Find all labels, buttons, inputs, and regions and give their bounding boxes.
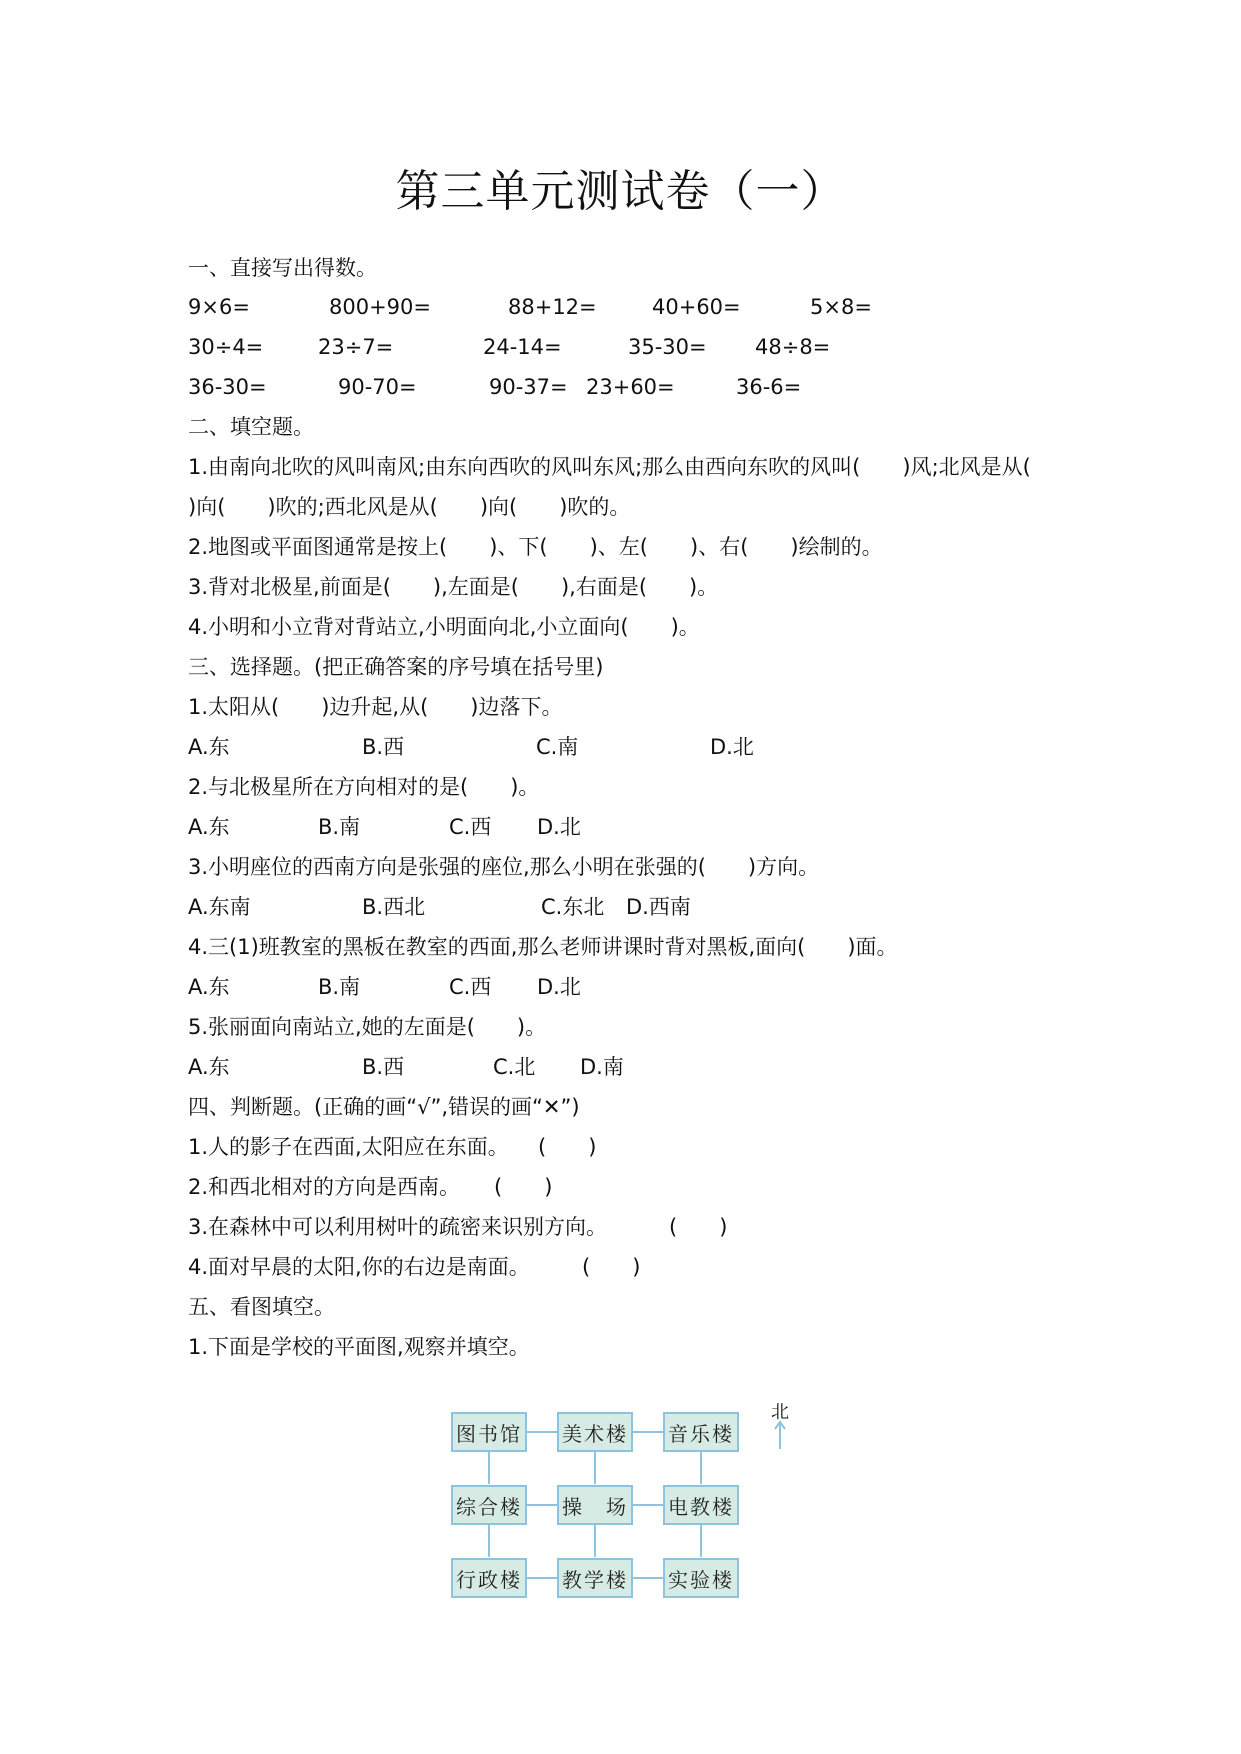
calc-item: 23÷7= <box>318 335 394 359</box>
calc-item: 9×6= <box>188 295 250 319</box>
map-building: 美术楼 <box>557 1412 633 1452</box>
section2-heading: 二、填空题。 <box>188 415 314 439</box>
map-building: 图书馆 <box>451 1412 527 1452</box>
choice-option: A.东 <box>188 1055 230 1079</box>
map-building: 操 场 <box>557 1485 633 1525</box>
calc-item: 30÷4= <box>188 335 264 359</box>
judge-question: 1.人的影子在西面,太阳应在东面。 <box>188 1135 509 1159</box>
choice-option: B.西 <box>362 1055 405 1079</box>
map-question: 1.下面是学校的平面图,观察并填空。 <box>188 1335 530 1359</box>
calc-item: 48÷8= <box>755 335 831 359</box>
map-connector <box>633 1577 663 1579</box>
choice-option: B.南 <box>318 975 361 999</box>
choice-option: A.东 <box>188 735 230 759</box>
calc-item: 800+90= <box>329 295 431 319</box>
choice-question: 1.太阳从( )边升起,从( )边落下。 <box>188 695 563 719</box>
fill-question: 3.背对北极星,前面是( ),左面是( ),右面是( )。 <box>188 575 719 599</box>
section1-heading: 一、直接写出得数。 <box>188 256 377 280</box>
choice-option: A.东 <box>188 975 230 999</box>
calc-item: 36-6= <box>736 375 802 399</box>
calc-item: 90-70= <box>338 375 417 399</box>
map-connector <box>700 1525 702 1557</box>
answer-paren: ( ) <box>538 1135 597 1159</box>
section4-heading: 四、判断题。(正确的画“√”,错误的画“✕”) <box>188 1095 580 1119</box>
answer-paren: ( ) <box>494 1175 553 1199</box>
fill-question: )向( )吹的;西北风是从( )向( )吹的。 <box>188 495 631 519</box>
map-connector <box>594 1452 596 1484</box>
map-connector <box>633 1504 663 1506</box>
section5-heading: 五、看图填空。 <box>188 1295 335 1319</box>
fill-question: 2.地图或平面图通常是按上( )、下( )、左( )、右( )绘制的。 <box>188 535 883 559</box>
choice-option: C.北 <box>493 1055 536 1079</box>
map-connector <box>527 1504 557 1506</box>
choice-question: 5.张丽面向南站立,她的左面是( )。 <box>188 1015 547 1039</box>
calc-item: 35-30= <box>628 335 707 359</box>
calc-item: 88+12= <box>508 295 597 319</box>
choice-option: D.北 <box>710 735 754 759</box>
choice-option: C.南 <box>536 735 579 759</box>
calc-item: 36-30= <box>188 375 267 399</box>
map-building: 教学楼 <box>557 1558 633 1598</box>
map-building: 电教楼 <box>663 1485 739 1525</box>
north-arrow-icon <box>773 1420 787 1450</box>
calc-item: 40+60= <box>652 295 741 319</box>
map-building: 实验楼 <box>663 1558 739 1598</box>
calc-item: 23+60= <box>586 375 675 399</box>
map-connector <box>700 1452 702 1484</box>
choice-option: D.西南 <box>626 895 691 919</box>
judge-question: 4.面对早晨的太阳,你的右边是南面。 <box>188 1255 530 1279</box>
north-label: 北 <box>771 1402 789 1423</box>
answer-paren: ( ) <box>669 1215 728 1239</box>
choice-question: 4.三(1)班教室的黑板在教室的西面,那么老师讲课时背对黑板,面向( )面。 <box>188 935 898 959</box>
judge-question: 3.在森林中可以利用树叶的疏密来识别方向。 <box>188 1215 608 1239</box>
map-connector <box>633 1431 663 1433</box>
choice-option: B.西北 <box>362 895 426 919</box>
choice-option: C.西 <box>449 815 492 839</box>
choice-option: A.东南 <box>188 895 251 919</box>
choice-option: C.东北 <box>541 895 605 919</box>
choice-option: D.北 <box>537 815 581 839</box>
choice-option: B.南 <box>318 815 361 839</box>
answer-paren: ( ) <box>582 1255 641 1279</box>
choice-option: C.西 <box>449 975 492 999</box>
calc-item: 24-14= <box>483 335 562 359</box>
judge-question: 2.和西北相对的方向是西南。 <box>188 1175 461 1199</box>
choice-option: A.东 <box>188 815 230 839</box>
map-connector <box>527 1431 557 1433</box>
calc-item: 5×8= <box>810 295 872 319</box>
section3-heading: 三、选择题。(把正确答案的序号填在括号里) <box>188 655 604 679</box>
map-building: 综合楼 <box>451 1485 527 1525</box>
map-connector <box>488 1452 490 1484</box>
fill-question: 1.由南向北吹的风叫南风;由东向西吹的风叫东风;那么由西向东吹的风叫( )风;北风是从( <box>188 455 1031 479</box>
choice-option: D.北 <box>537 975 581 999</box>
fill-question: 4.小明和小立背对背站立,小明面向北,小立面向( )。 <box>188 615 700 639</box>
choice-question: 2.与北极星所在方向相对的是( )。 <box>188 775 540 799</box>
choice-question: 3.小明座位的西南方向是张强的座位,那么小明在张强的( )方向。 <box>188 855 820 879</box>
map-building: 音乐楼 <box>663 1412 739 1452</box>
page-title: 第三单元测试卷（一） <box>395 166 846 217</box>
choice-option: B.西 <box>362 735 405 759</box>
map-connector <box>594 1525 596 1557</box>
calc-item: 90-37= <box>489 375 568 399</box>
map-connector <box>527 1577 557 1579</box>
map-connector <box>488 1525 490 1557</box>
choice-option: D.南 <box>580 1055 624 1079</box>
map-building: 行政楼 <box>451 1558 527 1598</box>
